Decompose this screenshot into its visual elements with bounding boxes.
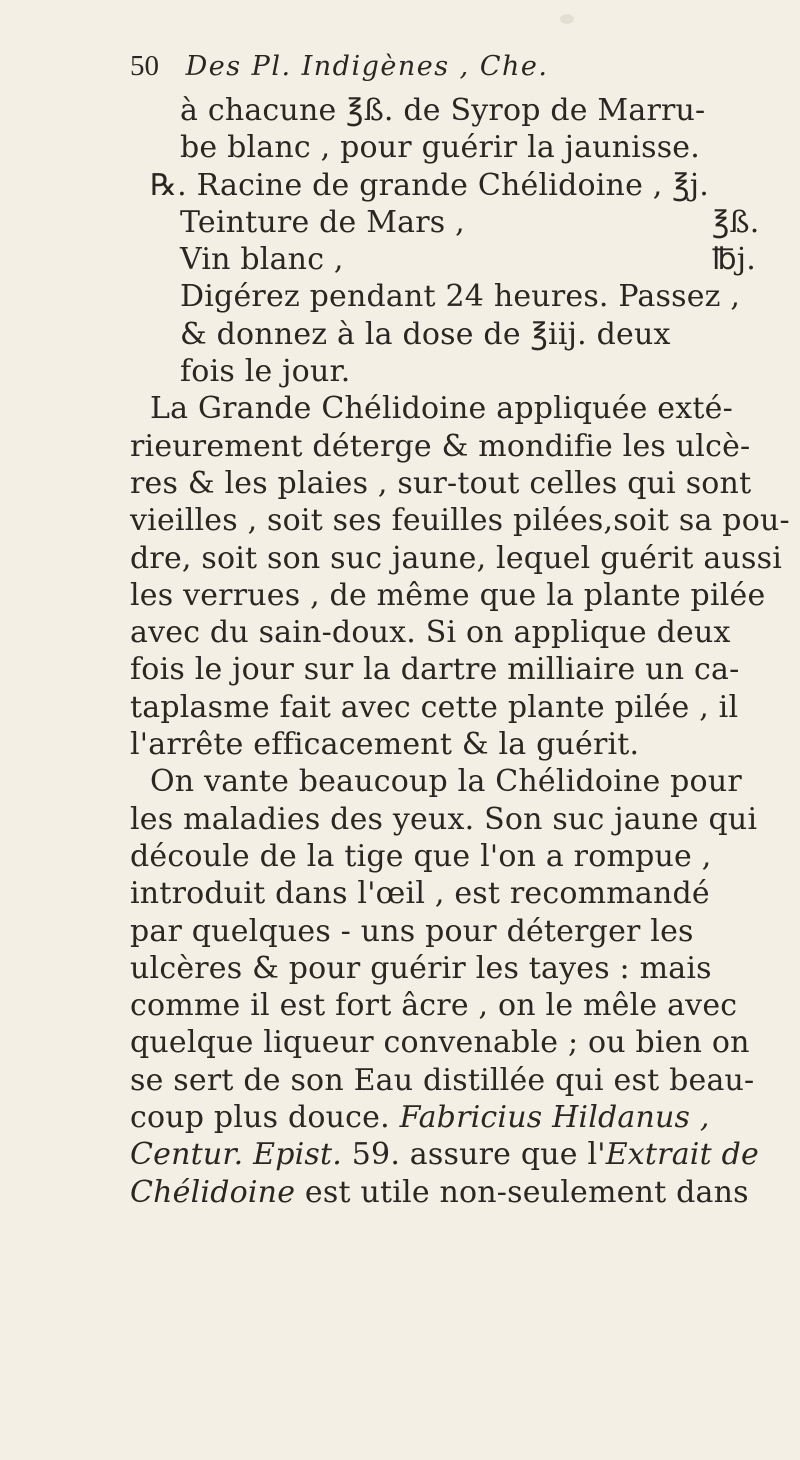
text-segment: 59. assure que l' xyxy=(351,1137,606,1173)
ingredient-name: Teinture de Mars , xyxy=(180,204,465,240)
text-line: dre, soit son suc jaune, lequel guérit aussi xyxy=(130,540,782,576)
text-line: l'arrête efficacement & la guérit. xyxy=(130,727,640,763)
paragraph-start: La Grande Chélidoine appliquée exté- xyxy=(150,391,733,427)
text-line: quelque liqueur convenable ; ou bien on xyxy=(130,1025,750,1061)
citation-work: Centur. Epist. xyxy=(130,1137,343,1173)
paper-stain xyxy=(560,14,574,24)
text-line: par quelques - uns pour déterger les xyxy=(130,913,694,949)
text-line: à chacune ℥ß. de Syrop de Marru- xyxy=(180,93,706,128)
text-line: découle de la tige que l'on a rompue , xyxy=(130,838,712,874)
text-line: les maladies des yeux. Son suc jaune qui xyxy=(130,801,758,837)
paragraph-start: On vante beaucoup la Chélidoine pour xyxy=(150,764,742,800)
recipe-line: ℞. Racine de grande Chélidoine , ℥j. xyxy=(150,167,710,203)
text-line: les verrues , de même que la plante pilée xyxy=(130,577,766,613)
text-line: avec du sain-doux. Si on applique deux xyxy=(130,615,731,651)
ingredient-quantity: ℔j. xyxy=(712,242,756,278)
page-body xyxy=(130,92,790,1211)
page-number: 50 xyxy=(130,50,159,82)
ingredient-name: Vin blanc , xyxy=(180,242,344,278)
text-segment: coup plus douce. xyxy=(130,1100,390,1136)
citation-title: Chélidoine xyxy=(130,1174,296,1210)
text-line-with-citation xyxy=(130,1099,770,1136)
ingredient-vin xyxy=(130,241,762,278)
running-title: Des Pl. Indigènes , Che. xyxy=(185,51,549,82)
text-line: fois le jour. xyxy=(180,354,351,390)
text-line: Digérez pendant 24 heures. Passez , xyxy=(180,279,741,315)
citation-author: Fabricius Hildanus , xyxy=(399,1100,710,1136)
running-header xyxy=(130,46,730,87)
text-line: ulcères & pour guérir les tayes : mais xyxy=(130,950,712,986)
text-line: taplasme fait avec cette plante pilée , il xyxy=(130,689,739,725)
text-line: be blanc , pour guérir la jaunisse. xyxy=(180,130,700,166)
citation-title: Extrait de xyxy=(605,1137,759,1173)
text-line: rieurement déterge & mondifie les ulcè- xyxy=(130,428,751,464)
text-segment: est utile non-seulement dans xyxy=(304,1174,749,1210)
text-line: se sert de son Eau distillée qui est beau- xyxy=(130,1062,755,1098)
text-line: vieilles , soit ses feuilles pilées,soit sa pou- xyxy=(130,503,790,539)
ingredient-quantity: ℥ß. xyxy=(712,204,760,240)
text-line: introduit dans l'œil , est recommandé xyxy=(130,876,710,912)
text-line: res & les plaies , sur-tout celles qui sont xyxy=(130,465,752,501)
ingredient-teinture xyxy=(130,204,762,241)
text-line-with-citation xyxy=(130,1136,770,1173)
text-line-with-citation xyxy=(130,1174,770,1211)
text-line: & donnez à la dose de ℥iij. deux xyxy=(180,316,671,352)
text-line: comme il est fort âcre , on le mêle avec xyxy=(130,988,738,1024)
text-line: fois le jour sur la dartre milliaire un ca- xyxy=(130,652,740,688)
